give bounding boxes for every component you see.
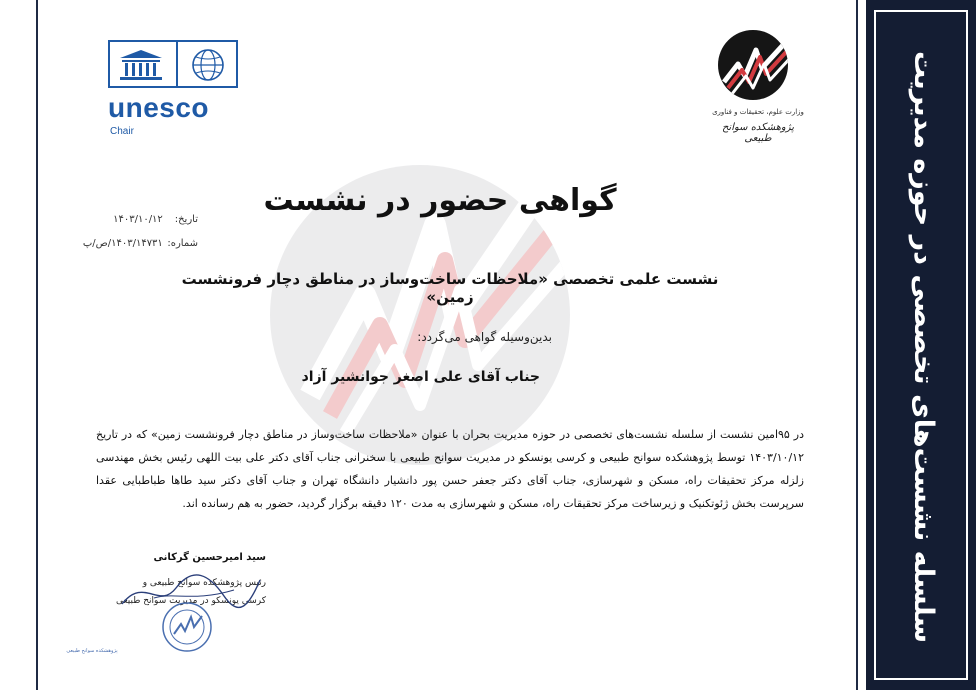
unesco-temple-icon (116, 48, 166, 82)
recipient-name: جناب آقای علی اصغر جوانشیر آزاد (301, 369, 540, 385)
date-row (68, 212, 198, 236)
signatory-name: سید امیرحسین گرکانی (153, 552, 266, 563)
unesco-chair-label: Chair (110, 126, 134, 137)
stamp-caption: پژوهشکده سوانح طبیعی (66, 648, 118, 654)
institute-name-label: پژوهشکده سوانح طبیعی (721, 122, 795, 144)
institute-ministry-label: وزارت علوم، تحقیقات و فناوری (712, 108, 804, 116)
certificate-title: گواهی حضور در نشست (263, 183, 617, 218)
certify-line: بدین‌وسیله گواهی می‌گردد: (417, 330, 552, 344)
handwritten-signature-icon (114, 566, 264, 616)
unesco-emblem-box (108, 40, 238, 88)
signatory-role-line1: رئیس پژوهشکده سوانح طبیعی و (142, 578, 266, 588)
number-value: ۱۴۰۳/۱۴۷۳۱/ص/پ (82, 238, 163, 249)
unitwin-globe-icon (190, 47, 226, 83)
side-banner (814, 0, 976, 690)
date-label: تاریخ: (174, 214, 198, 225)
institute-logo (712, 26, 804, 146)
number-label: شماره: (167, 238, 198, 249)
certificate-meta (68, 212, 198, 260)
unesco-wordmark: unesco (108, 92, 210, 123)
unesco-chair-logo (108, 40, 248, 140)
event-subtitle: نشست علمی تخصصی «ملاحظات ساخت‌وساز در مناطق دچار فرونشست زمین» (181, 270, 719, 306)
institute-emblem-icon (718, 30, 788, 100)
certificate-body: در ۹۵امین نشست از سلسله نشست‌های تخصصی در حوزه مدیریت بحران با عنوان «ملاحظات ساخت‌وساز در مناطق دچار فرونشست زمین» که در تاریخ ۱۴۰۳/۱۰/۱۲ توسط پژوهشکده سوانح طبیعی و کرسی یونسکو در مدیریت سوانح طبیعی با سخنرانی جناب آقای دکتر علی بیت اللهی رئیس بخش مهندسی زلزله مرکز تحقیقات راه، مسکن و شهرسازی، جناب آقای دکتر جعفر حسن پور دانشیار دانشگاه تهران و جناب آقای دکتر سید طاها طباطبایی عقدا سرپرست بخش ژئوتکنیک و زیرساخت مرکز تحقیقات راه، مسکن و شهرسازی به مدت ۱۲۰ دقیقه برگزار گردید، حضور به هم رسانده اند. (96, 428, 804, 510)
date-value: ۱۴۰۳/۱۰/۱۲ (113, 214, 163, 225)
signatory-role-line2: کرسی یونسکو در مدیریت سوانح طبیعی (115, 596, 266, 606)
side-banner-title: سلسله نشست‌های تخصصی در حوزه مدیریت بحران (814, 50, 939, 644)
side-banner-frame (814, 10, 968, 680)
unesco-divider (176, 42, 178, 86)
number-row (68, 236, 198, 260)
